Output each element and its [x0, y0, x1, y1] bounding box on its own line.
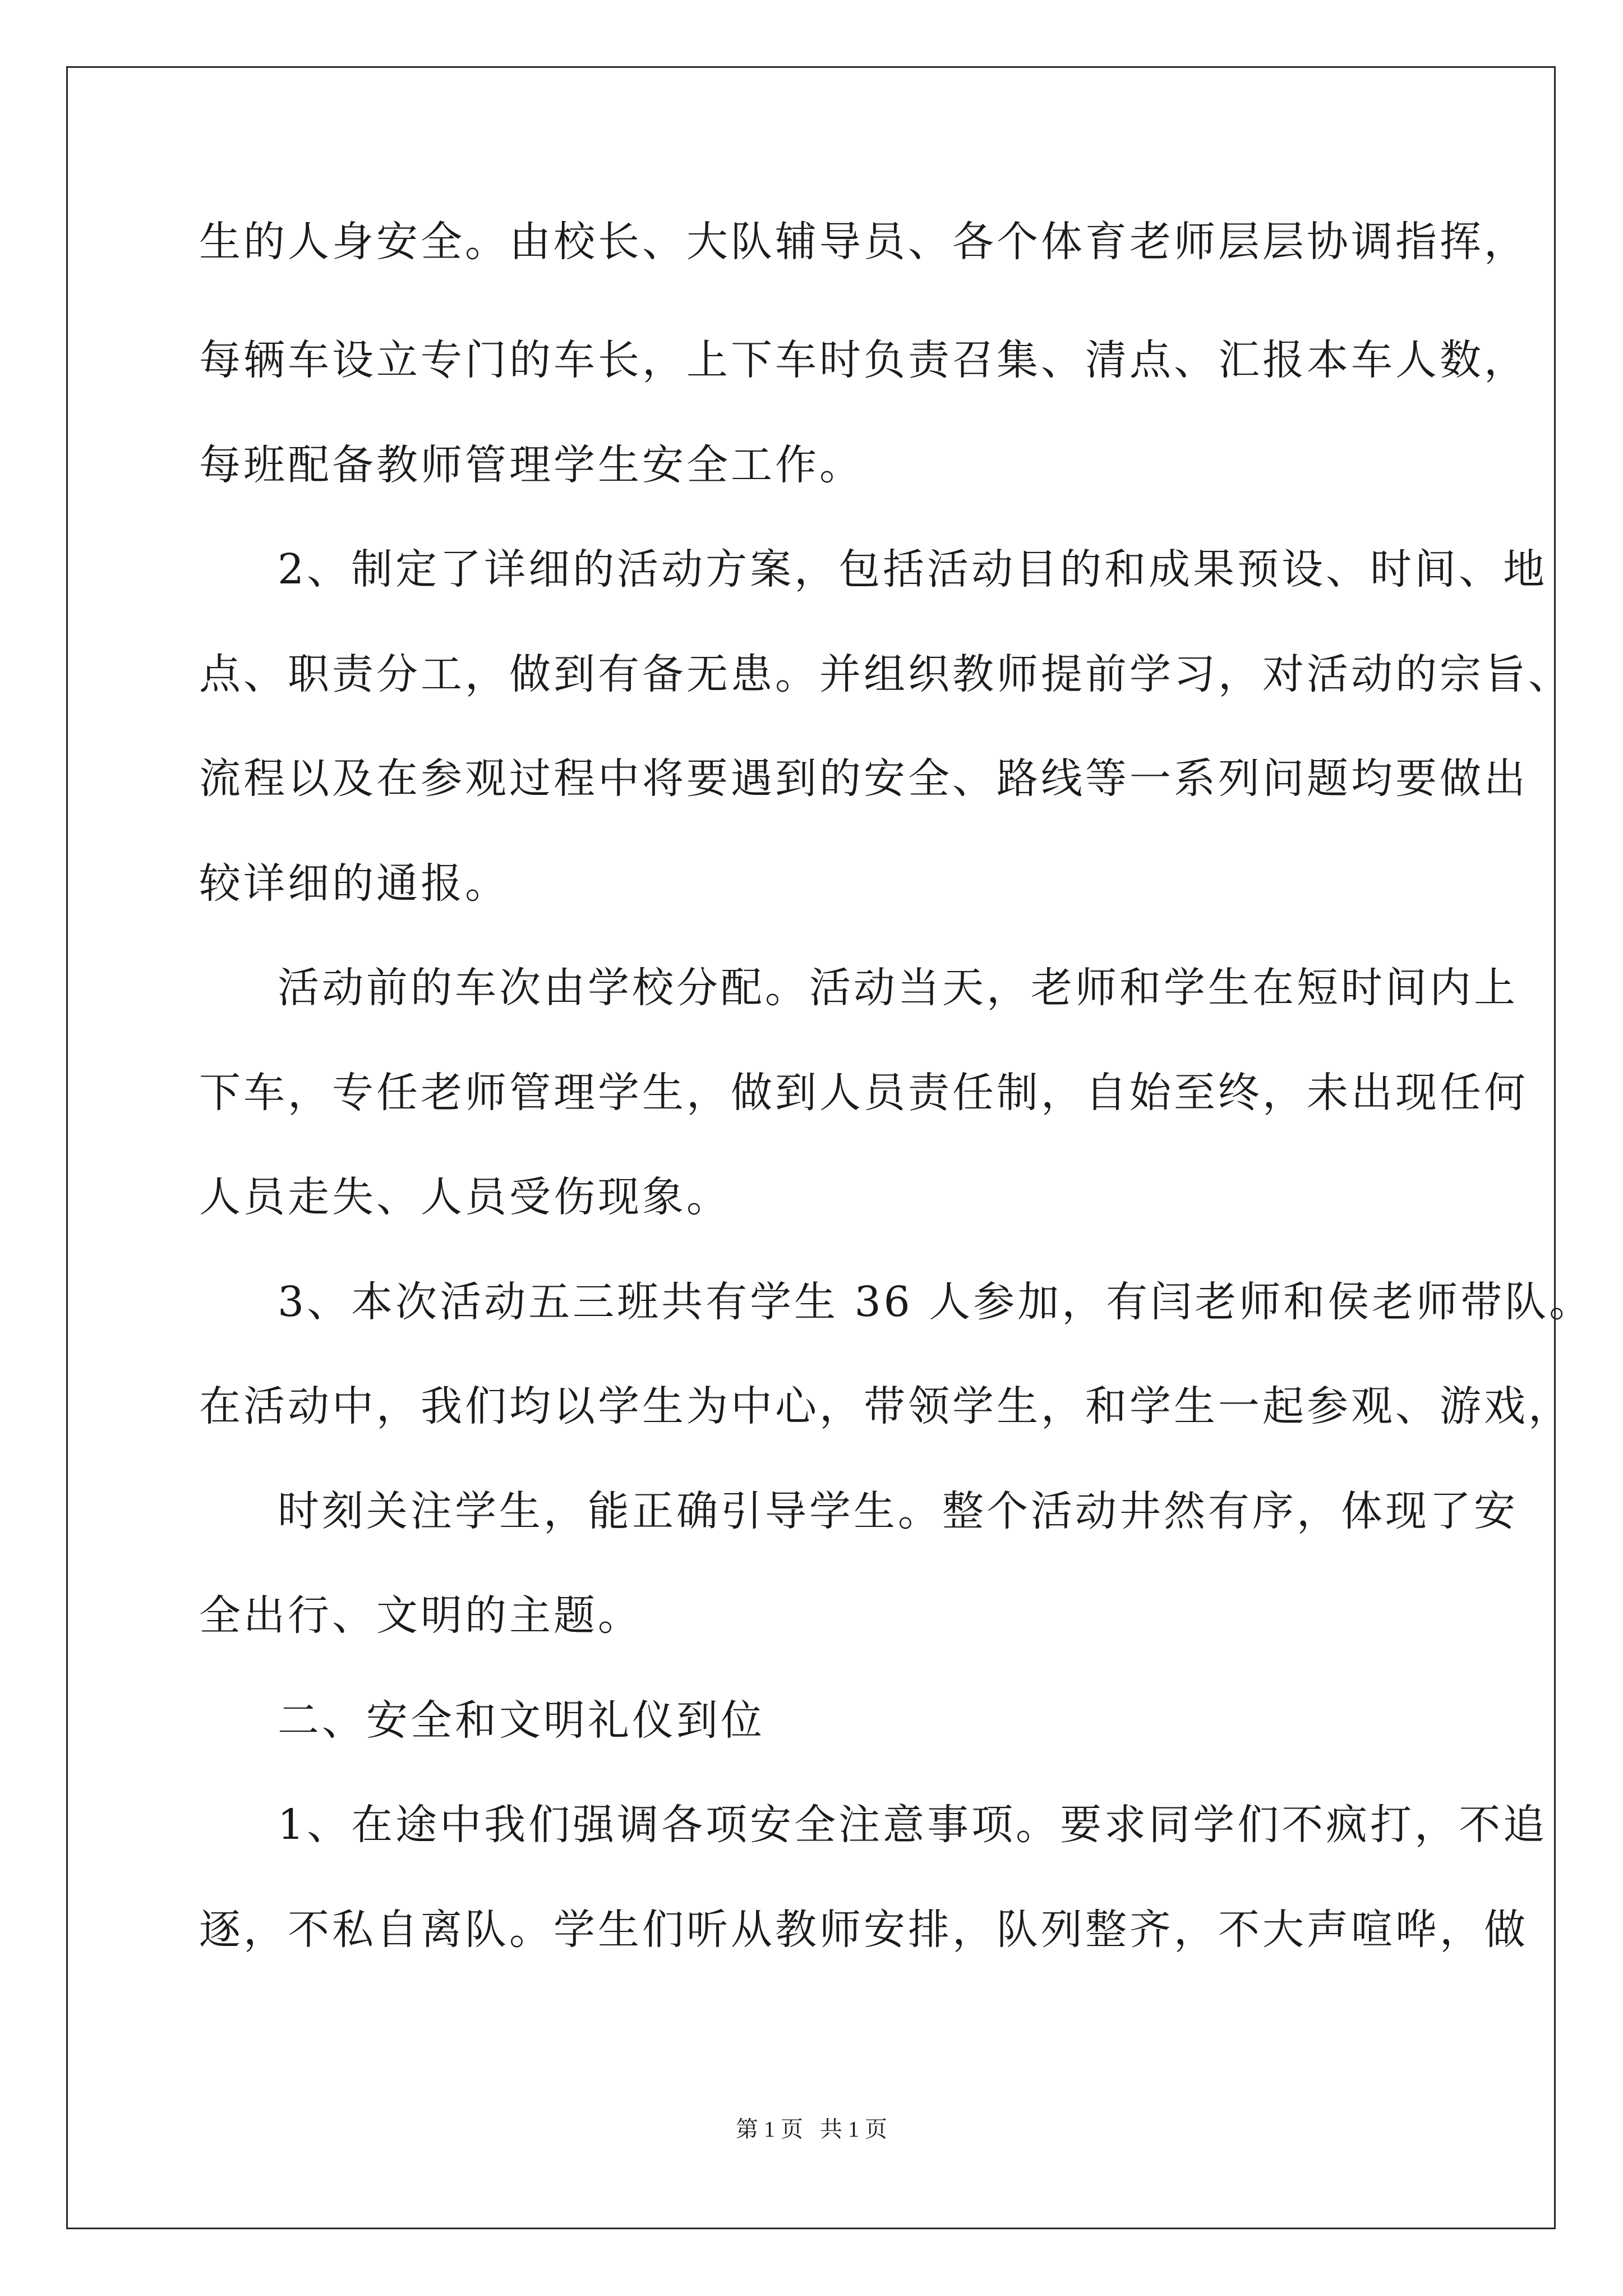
page-number-footer: 第 1 页 共 1 页	[736, 2116, 887, 2142]
body-line: 流程以及在参观过程中将要遇到的安全、路线等一系列问题均要做出	[199, 754, 1528, 803]
body-line: 每辆车设立专门的车长，上下车时负责召集、清点、汇报本车人数，	[199, 336, 1528, 384]
section-heading: 二、安全和文明礼仪到位	[278, 1696, 765, 1745]
body-line: 1、在途中我们强调各项安全注意事项。要求同学们不疯打，不追	[278, 1801, 1548, 1849]
body-line: 3、本次活动五三班共有学生 36 人参加，有闫老师和侯老师带队。	[278, 1278, 1594, 1326]
body-line: 2、制定了详细的活动方案，包括活动目的和成果预设、时间、地	[278, 545, 1548, 593]
body-line: 较详细的通报。	[199, 859, 509, 908]
body-line: 在活动中，我们均以学生为中心，带领学生，和学生一起参观、游戏，	[199, 1382, 1573, 1430]
body-line: 人员走失、人员受伤现象。	[199, 1173, 731, 1221]
body-line: 时刻关注学生，能正确引导学生。整个活动井然有序，体现了安	[278, 1487, 1518, 1535]
body-line: 全出行、文明的主题。	[199, 1591, 642, 1640]
body-line: 每班配备教师管理学生安全工作。	[199, 441, 864, 489]
body-line: 点、职责分工，做到有备无患。并组织教师提前学习，对活动的宗旨、	[199, 650, 1573, 698]
body-line: 下车，专任老师管理学生，做到人员责任制，自始至终，未出现任何	[199, 1069, 1528, 1117]
body-line: 活动前的车次由学校分配。活动当天，老师和学生在短时间内上	[278, 964, 1518, 1012]
body-line: 生的人身安全。由校长、大队辅导员、各个体育老师层层协调指挥，	[199, 218, 1528, 266]
body-line: 逐，不私自离队。学生们听从教师安排，队列整齐，不大声喧哗，做	[199, 1906, 1528, 1954]
